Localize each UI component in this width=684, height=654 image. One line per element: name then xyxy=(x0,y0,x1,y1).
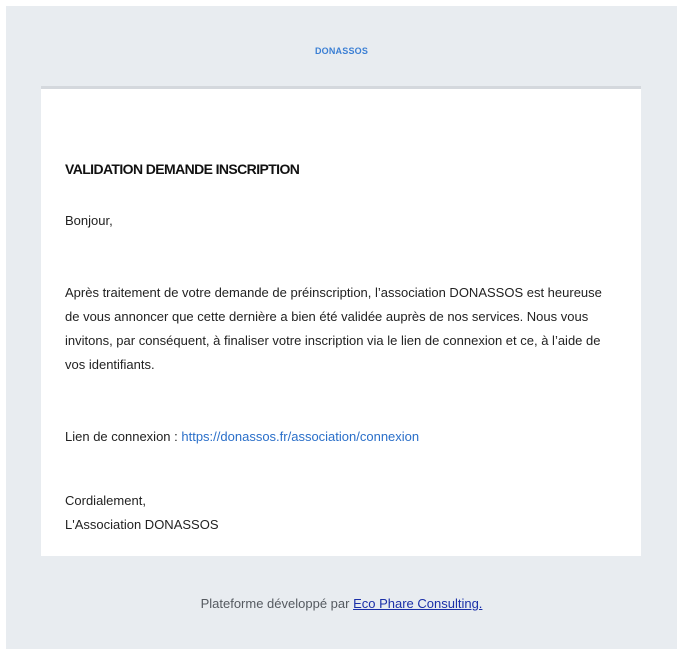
email-closing: Cordialement, xyxy=(65,493,146,508)
footer-text: Plateforme développé par xyxy=(200,596,354,611)
email-signoff xyxy=(65,489,219,537)
email-body: Après traitement de votre demande de préinscription, l’association DONASSOS est heureuse de vous annoncer que cette dernière a bien été validée auprès de nos services. Nous vous invitons, par conséquent, à finaliser votre inscription via le lien de connexion et ce, à l’aide de vos identifiants. xyxy=(65,285,602,372)
connection-link-label: Lien de connexion : xyxy=(65,429,182,444)
connection-link[interactable]: https://donassos.fr/association/connexion xyxy=(181,429,420,444)
email-signature: L'Association DONASSOS xyxy=(65,517,219,532)
connection-link-row xyxy=(65,429,419,444)
email-greeting: Bonjour, xyxy=(65,213,113,228)
email-card xyxy=(41,86,641,556)
email-footer xyxy=(6,596,677,611)
email-frame xyxy=(6,6,677,649)
email-title: VALIDATION DEMANDE INSCRIPTION xyxy=(65,161,300,177)
brand-logo-text: DONASSOS xyxy=(314,46,369,56)
footer-company-link[interactable]: Eco Phare Consulting. xyxy=(353,596,483,611)
